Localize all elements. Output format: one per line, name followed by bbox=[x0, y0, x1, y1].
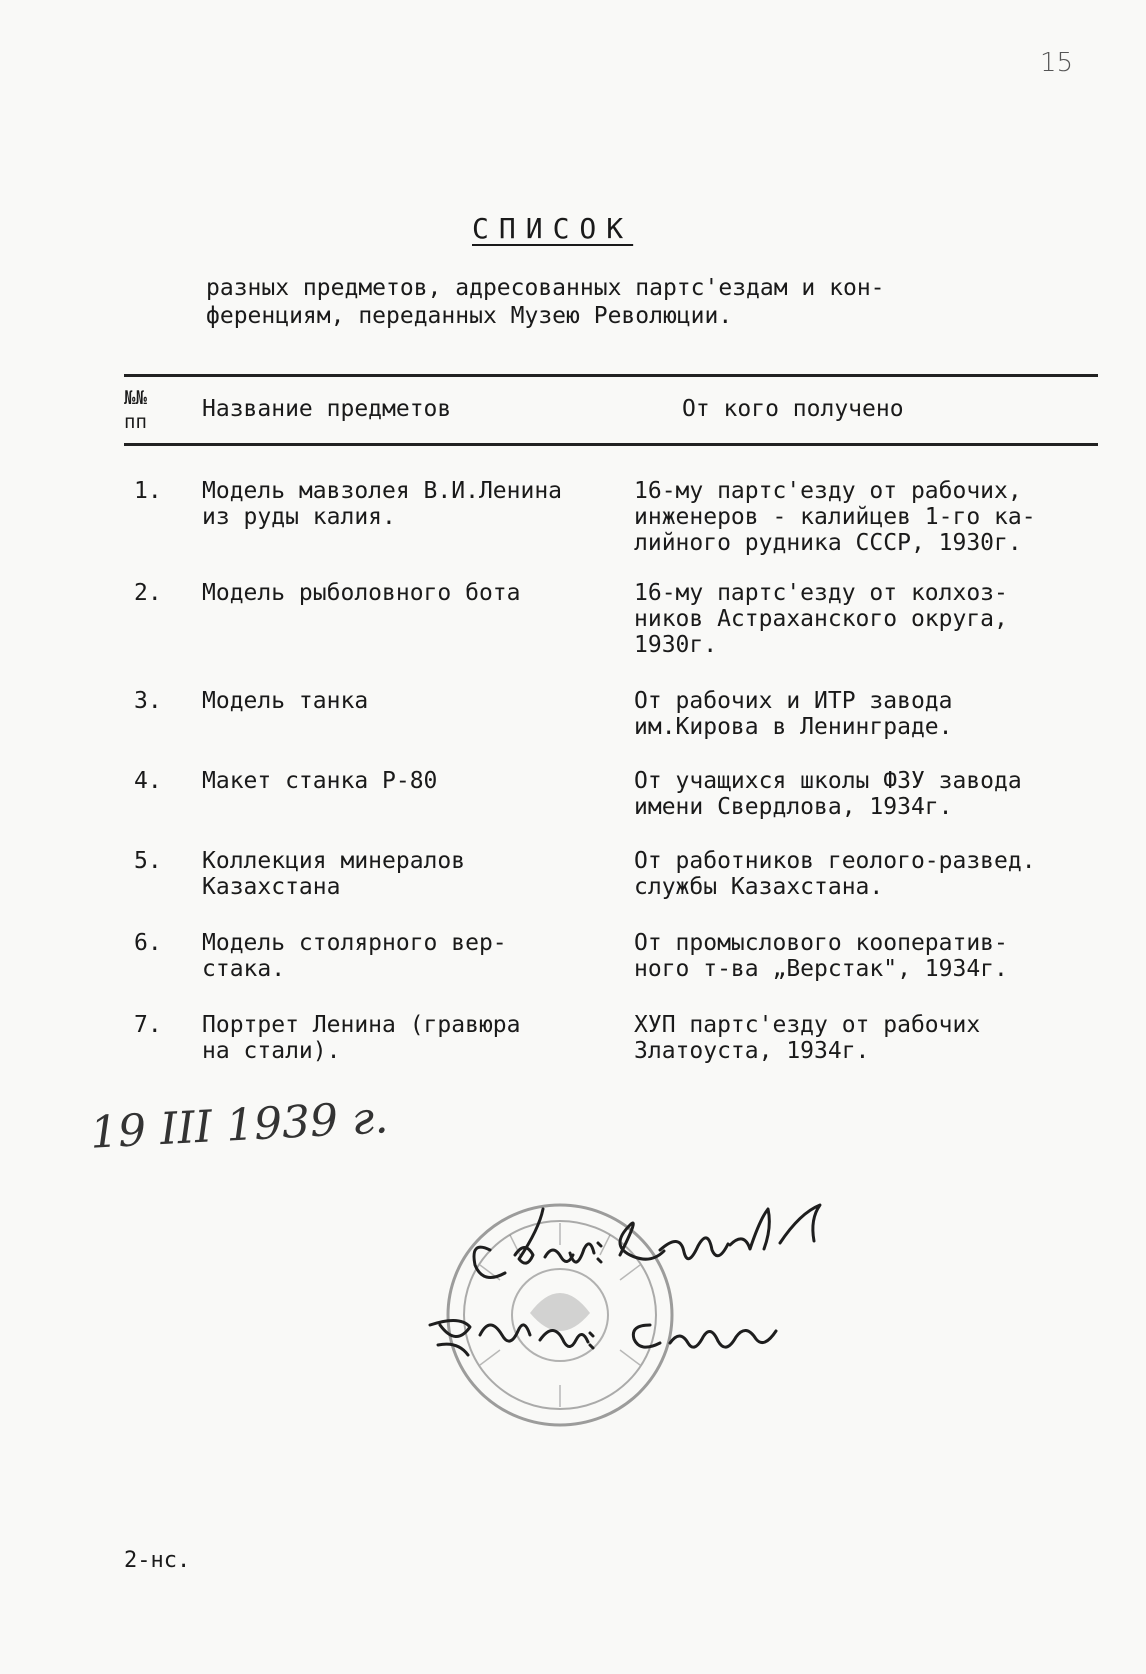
table-header-rule bbox=[124, 443, 1098, 446]
row-from-line: имени Свердлова, 1934г. bbox=[634, 794, 953, 820]
document-title: СПИСОК bbox=[472, 212, 634, 245]
row-name-line: Казахстана bbox=[202, 874, 341, 900]
row-from-line: им.Кирова в Ленинграде. bbox=[634, 714, 953, 740]
row-from-line: инженеров - калийцев 1-го ка- bbox=[634, 504, 1036, 530]
column-header-number-line1: №№ bbox=[124, 387, 147, 409]
row-name-line: на стали). bbox=[202, 1038, 341, 1064]
row-name-line: Коллекция минералов bbox=[202, 848, 466, 874]
document-footer-code: 2-нс. bbox=[124, 1548, 191, 1573]
row-name-line: Макет станка Р-80 bbox=[202, 768, 438, 794]
table-row-number: 5. bbox=[134, 848, 162, 874]
table-row-name bbox=[202, 478, 622, 530]
row-name-line: Модель мавзолея В.И.Ленина bbox=[202, 478, 563, 504]
row-name-line: Портрет Ленина (гравюра bbox=[202, 1012, 521, 1038]
row-from-line: 16-му партс'езду от колхоз- bbox=[634, 580, 1008, 606]
table-row-number: 2. bbox=[134, 580, 162, 606]
table-row-from bbox=[634, 848, 1094, 900]
row-from-line: От работников геолого-развед. bbox=[634, 848, 1036, 874]
row-name-line: Модель столярного вер- bbox=[202, 930, 507, 956]
column-header-number bbox=[124, 386, 147, 434]
row-from-line: 1930г. bbox=[634, 632, 718, 658]
table-row-name bbox=[202, 768, 622, 794]
row-from-line: От промыслового кооператив- bbox=[634, 930, 1008, 956]
row-from-line: ХУП партс'езду от рабочих bbox=[634, 1012, 981, 1038]
table-row-name bbox=[202, 848, 622, 900]
row-from-line: Златоуста, 1934г. bbox=[634, 1038, 870, 1064]
handwritten-signature bbox=[420, 1195, 960, 1395]
table-row-from bbox=[634, 930, 1094, 982]
table-row-number: 7. bbox=[134, 1012, 162, 1038]
table-top-rule bbox=[124, 374, 1098, 377]
table-row-name bbox=[202, 930, 622, 982]
document-subtitle bbox=[206, 274, 986, 330]
table-row-from bbox=[634, 1012, 1094, 1064]
row-from-line: 16-му партс'езду от рабочих, bbox=[634, 478, 1022, 504]
row-from-line: ников Астраханского округа, bbox=[634, 606, 1008, 632]
table-row-from bbox=[634, 768, 1094, 820]
table-row-number: 4. bbox=[134, 768, 162, 794]
table-row-from bbox=[634, 688, 1094, 740]
archive-sheet-number: 15 bbox=[1040, 48, 1074, 78]
row-from-line: лийного рудника СССР, 1930г. bbox=[634, 530, 1022, 556]
table-row-name bbox=[202, 580, 622, 606]
row-from-line: От рабочих и ИТР завода bbox=[634, 688, 953, 714]
subtitle-line: ференциям, переданных Музею Революции. bbox=[206, 303, 733, 329]
table-row-from bbox=[634, 478, 1094, 556]
table-row-from bbox=[634, 580, 1094, 658]
handwritten-date: 19 III 1939 г. bbox=[88, 1092, 390, 1159]
subtitle-line: разных предметов, адресованных партс'ездам и кон- bbox=[206, 275, 885, 301]
table-row-number: 6. bbox=[134, 930, 162, 956]
row-from-line: службы Казахстана. bbox=[634, 874, 884, 900]
row-from-line: ного т-ва „Верстак", 1934г. bbox=[634, 956, 1008, 982]
row-from-line: От учащихся школы ФЗУ завода bbox=[634, 768, 1022, 794]
table-row-name bbox=[202, 688, 622, 714]
table-row-name bbox=[202, 1012, 622, 1064]
column-header-name: Название предметов bbox=[202, 396, 452, 422]
table-row-number: 3. bbox=[134, 688, 162, 714]
row-name-line: из руды калия. bbox=[202, 504, 396, 530]
column-header-from: От кого получено bbox=[682, 396, 904, 422]
row-name-line: Модель танка bbox=[202, 688, 369, 714]
row-name-line: Модель рыболовного бота bbox=[202, 580, 521, 606]
column-header-number-line2: пп bbox=[124, 411, 147, 433]
row-name-line: стака. bbox=[202, 956, 286, 982]
table-row-number: 1. bbox=[134, 478, 162, 504]
